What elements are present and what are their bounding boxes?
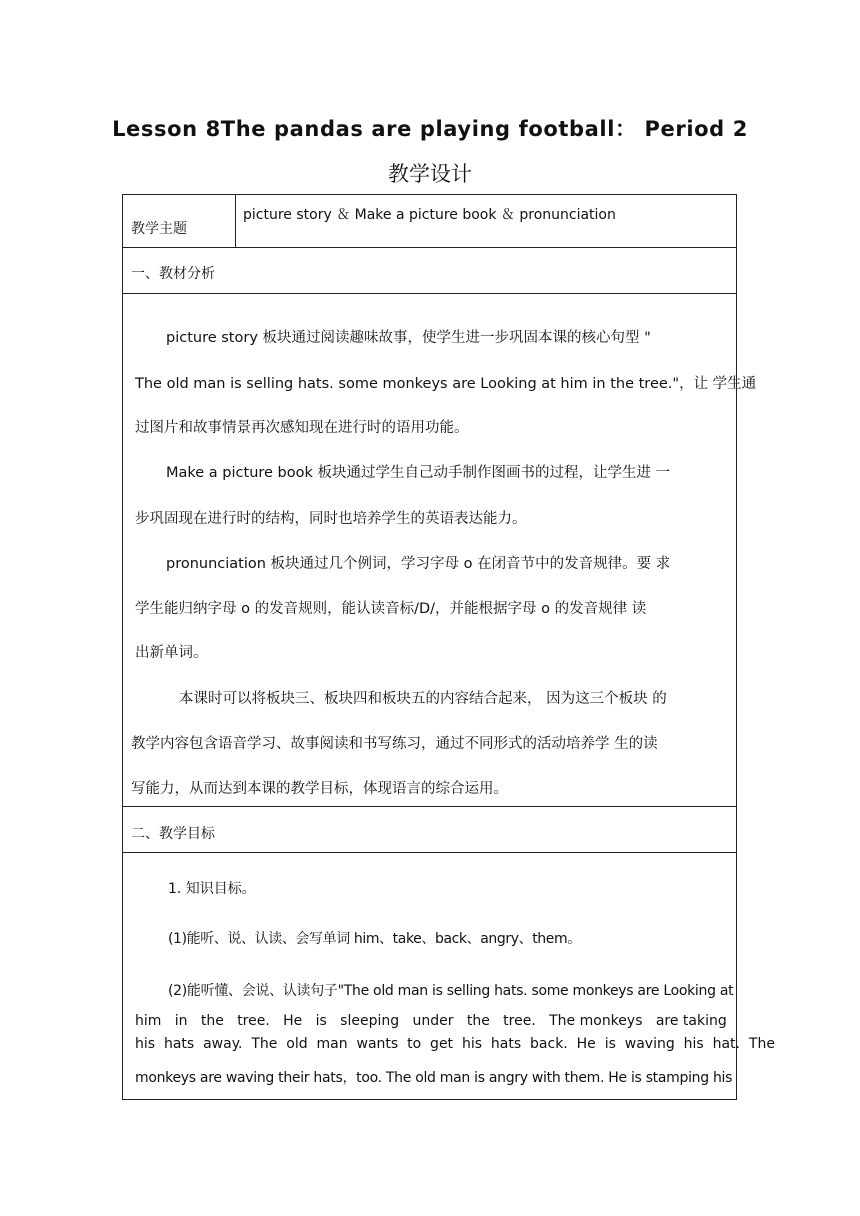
topic-value: picture story ＆ Make a picture book ＆ pronunciation <box>243 207 616 223</box>
document-subtitle: 教学设计 <box>388 162 472 186</box>
section2-line: (1)能听、说、认读、会写单词 him、take、back、angry、them。 <box>168 931 581 947</box>
column-divider <box>235 195 236 247</box>
topic-label: 教学主题 <box>131 221 187 237</box>
section1-line: picture story 板块通过阅读趣味故事，使学生进一步巩固本课的核心句型 " <box>166 330 651 346</box>
section1-line: 教学内容包含语音学习、故事阅读和书写练习，通过不同形式的活动培养学 生的读 <box>131 736 658 752</box>
section1-line: Make a picture book 板块通过学生自己动手制作图画书的过程，让学生进 一 <box>166 465 671 481</box>
row-divider <box>123 806 736 807</box>
section2-line: (2)能听懂、会说、认读句子"The old man is selling hats. some monkeys are Looking at <box>168 983 734 999</box>
section1-line: pronunciation 板块通过几个例词，学习字母 o 在闭音节中的发音规律。要 求 <box>166 556 671 572</box>
document-title: Lesson 8The pandas are playing football： Period 2 <box>112 117 748 141</box>
lesson-table <box>122 194 775 1100</box>
section1-line: 本课时可以将板块三、板块四和板块五的内容结合起来， 因为这三个板块 的 <box>179 691 667 707</box>
section1-line: 写能力，从而达到本课的教学目标，体现语言的综合运用。 <box>131 781 508 797</box>
section1-line: 过图片和故事情景再次感知现在进行时的语用功能。 <box>135 420 469 436</box>
section1-line: 步巩固现在进行时的结构，同时也培养学生的英语表达能力。 <box>135 511 527 527</box>
section2-line: 1. 知识目标。 <box>168 881 256 897</box>
row-divider <box>123 852 736 853</box>
row-divider <box>123 293 736 294</box>
section2-line: him in the tree. He is sleeping under the tree. The monkeys are taking <box>135 1013 727 1029</box>
section2-heading: 二、教学目标 <box>131 826 215 842</box>
section2-line: monkeys are waving their hats，too. The old man is angry with them. He is stamping his <box>135 1070 733 1086</box>
section1-line: 出新单词。 <box>135 645 208 661</box>
section1-line: The old man is selling hats. some monkeys are Looking at him in the tree."，让 学生通 <box>135 376 757 392</box>
row-divider <box>123 247 736 248</box>
section1-line: 学生能归纳字母 o 的发音规则，能认读音标/D/，并能根据字母 o 的发音规律 读 <box>135 601 647 617</box>
section2-line: his hats away. The old man wants to get his hats back. He is waving his hat. The <box>135 1036 775 1052</box>
section1-heading: 一、教材分析 <box>131 266 215 282</box>
